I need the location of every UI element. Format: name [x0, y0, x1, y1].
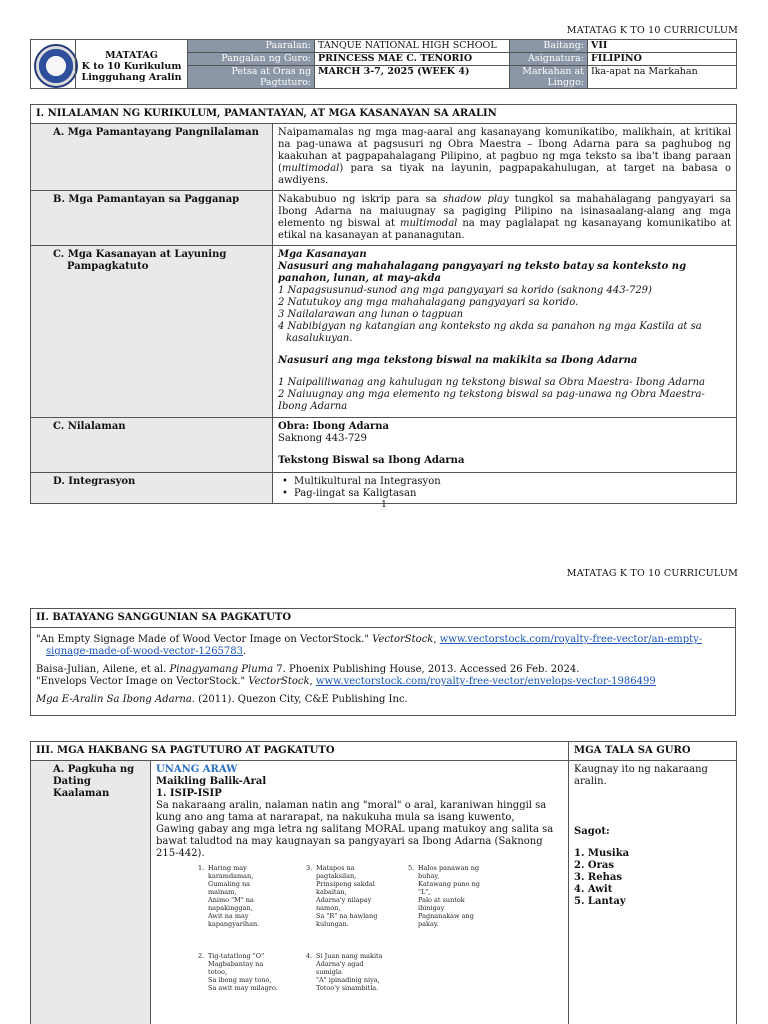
- section-references-table: [30, 608, 736, 716]
- prior-knowledge-content: UNANG ARAW Maikling Balik-Aral 1. ISIP-ISIP Sa nakaraang aralin, nalaman natin ang "moral" o aral, karaniwan hinggil sa kung ano ang tama at nararapat, na nakukuha mula sa isang kuwento, Gawing gabay ang mga letra ng salitang MORAL upang matukoy ang salita sa bawat taludtod na may kaugnayan sa pangyayari sa Ibong Adarna (Saknong 215-442). 1. Haring may karamdaman, Gumaling na mainam, Animo "M" na napakinggan, Awit na may kapangyarihan. 3. Matapos na pagtaksilan, Prinsipeng sakdal kabaitan, Adarna'y nilapay namon, Sa "R" na hawlang kulungan. 5. Halos panawan ng buhay, Katawang puno ng "L", Palo at suntok ibinigay Pagnanakaw ang pakay. 2. Tig-tatatlong "O" Magbabantay na totoo, Sa ibong may tono, Sa awit may milagro. 4. Si Juan nang makita Adarna'y agad sumigla "A" ipinadinig niya, Totoo'y sinambitla.: [151, 761, 569, 1024]
- lesson-header-table: [30, 39, 737, 89]
- deped-seal-cell: [31, 40, 76, 89]
- content-standards-text: Naipamamalas ng mga mag-aaral ang kasanayang komunikatibo, malikhain, at kritikal na pag-unawa at pagsusuri ng Obra Maestra – Ibong Adarna para sa paghubog ng kaakuhan at pagpapahalagang Pilipino, at pagbuo ng mga teksto sa iba't ibang paraan (multimodal) para sa tiyak na layunin, pagpapakahulugan, at target na babasa o awdiyens.: [273, 124, 737, 191]
- reference-item: Mga E-Aralin Sa Ibong Adarna. (2011). Quezon City, C&E Publishing Inc.: [36, 694, 408, 705]
- competency-item: 1 Napagsusunud-sunod ang mga pangyayari sa korido (saknong 443-729): [278, 285, 652, 296]
- curriculum-tag: MATATAG K TO 10 CURRICULUM: [566, 25, 738, 36]
- answer-item: 5. Lantay: [574, 896, 626, 907]
- value-asignatura: FILIPINO: [588, 53, 737, 66]
- moral-puzzle: [156, 862, 563, 1024]
- value-paaralan: TANQUE NATIONAL HIGH SCHOOL: [315, 40, 510, 53]
- reference-link[interactable]: www.vectorstock.com/royalty-free-vector/envelops-vector-1986499: [315, 676, 656, 687]
- value-petsa: MARCH 3-7, 2025 (WEEK 4): [315, 66, 510, 89]
- title-line: Lingguhang Aralin: [81, 72, 182, 83]
- reference-link[interactable]: www.vectorstock.com/royalty-free-vector/an-empty-signage-made-of-wood-vector-1265783: [46, 634, 703, 657]
- teacher-notes-heading: MGA TALA SA GURO: [569, 742, 737, 761]
- answer-item: 4. Awit: [574, 884, 613, 895]
- section-curriculum-table: [30, 104, 737, 504]
- content-standards-label: A. Mga Pamantayang Pangnilalaman: [31, 124, 273, 191]
- value-guro: PRINCESS MAE C. TENORIO: [315, 53, 510, 66]
- reference-item: Baisa-Julian, Ailene, et al. Pinagyamang Pluma 7. Phoenix Publishing House, 2013. Accessed 26 Feb. 2024.: [36, 664, 580, 675]
- competencies-label: C. Mga Kasanayan at Layuning Pampagkatuto: [31, 246, 273, 418]
- competency-item: 1 Naipaliliwanag ang kahulugan ng tekstong biswal sa Obra Maestra- Ibong Adarna: [278, 377, 705, 388]
- integration-item: • Pag-iingat sa Kaligtasan: [296, 488, 731, 500]
- content-text: Obra: Ibong Adarna Saknong 443-729 Tekstong Biswal sa Ibong Adarna: [273, 418, 737, 473]
- section3-heading: III. MGA HAKBANG SA PAGTUTURO AT PAGKATUTO: [31, 742, 569, 761]
- answer-item: 3. Rehas: [574, 872, 622, 883]
- label-guro: Pangalan ng Guro:: [188, 53, 315, 66]
- reference-item: "An Empty Signage Made of Wood Vector Image on VectorStock." VectorStock, www.vectorstock.com/royalty-free-vector/an-empty-signage-made-of-wood-vector-1265783.: [36, 634, 703, 657]
- answer-item: 2. Oras: [574, 860, 615, 871]
- competency-item: 2 Natutukoy ang mga mahahalagang pangyayari sa korido.: [278, 297, 579, 308]
- curriculum-tag: MATATAG K TO 10 CURRICULUM: [566, 568, 738, 579]
- content-label: C. Nilalaman: [31, 418, 273, 473]
- puzzle-verse: 1. Haring may karamdaman, Gumaling na mainam, Animo "M" na napakinggan, Awit na may kapangyarihan.: [198, 864, 260, 928]
- section1-heading: I. NILALAMAN NG KURIKULUM, PAMANTAYAN, AT MGA KASANAYAN SA ARALIN: [31, 105, 737, 124]
- title-line: K to 10 Kurikulum: [81, 61, 182, 72]
- reference-item: "Envelops Vector Image on VectorStock." VectorStock, www.vectorstock.com/royalty-free-vector/envelops-vector-1986499: [36, 676, 656, 687]
- deped-seal-icon: [34, 44, 78, 88]
- integration-text: [273, 473, 737, 504]
- puzzle-verse: 2. Tig-tatatlong "O" Magbabantay na totoo, Sa ibong may tono, Sa awit may milagro.: [198, 952, 278, 992]
- puzzle-verse: 5. Halos panawan ng buhay, Katawang puno ng "L", Palo at suntok ibinigay Pagnanakaw ang pakay.: [408, 864, 480, 928]
- integration-item: • Multikultural na Integrasyon: [296, 476, 731, 488]
- label-baitang: Baitang:: [510, 40, 588, 53]
- teacher-notes: Kaugnay ito ng nakaraang aralin. Sagot: 1. Musika 2. Oras 3. Rehas 4. Awit 5. Lantay: [569, 761, 737, 1024]
- lesson-title: [76, 40, 188, 89]
- label-markahan: Markahan at Linggo:: [510, 66, 588, 89]
- competency-item: 3 Nailalarawan ang lunan o tagpuan: [278, 309, 464, 320]
- references-list: [31, 628, 736, 716]
- performance-standards-text: Nakabubuo ng iskrip para sa shadow play tungkol sa mahahalagang pangyayari sa Ibong Adarna na maiuugnay sa pagiging Pilipino na isinasaalang-alang ang mga elemento ng biswal at multimodal na may paglalapat ng kasanayang komunikatibo at etikal na kasanayan at pananagutan.: [273, 191, 737, 246]
- competency-item: 2 Naiuugnay ang mga elemento ng tekstong biswal sa pag-unawa ng Obra Maestra- Ibong Adarna: [278, 389, 705, 412]
- competency-item: 4 Nabibigyan ng katangian ang konteksto ng akda sa panahon ng mga Kastila at sa kasalukuyan.: [278, 321, 702, 344]
- answer-item: 1. Musika: [574, 848, 630, 859]
- label-paaralan: Paaralan:: [188, 40, 315, 53]
- value-baitang: VII: [588, 40, 737, 53]
- title-line: MATATAG: [105, 50, 158, 61]
- section-steps-table: [30, 741, 737, 1024]
- section2-heading: II. BATAYANG SANGGUNIAN SA PAGKATUTO: [31, 609, 736, 628]
- puzzle-verse: 3. Matapos na pagtaksilan, Prinsipeng sakdal kabaitan, Adarna'y nilapay namon, Sa "R" na hawlang kulungan.: [306, 864, 378, 928]
- page-number: 1: [381, 500, 387, 510]
- puzzle-verse: 4. Si Juan nang makita Adarna'y agad sumigla "A" ipinadinig niya, Totoo'y sinambitla.: [306, 952, 383, 992]
- label-asignatura: Asignatura:: [510, 53, 588, 66]
- prior-knowledge-label: A. Pagkuha ng Dating Kaalaman: [31, 761, 151, 1024]
- value-markahan: Ika-apat na Markahan: [588, 66, 737, 89]
- performance-standards-label: B. Mga Pamantayan sa Pagganap: [31, 191, 273, 246]
- competencies-text: Mga Kasanayan Nasusuri ang mahahalagang pangyayari ng teksto batay sa konteksto ng panahon, lunan, at may-akda 1 Napagsusunud-sunod ang mga pangyayari sa korido (saknong 443-729) 2 Natutukoy ang mga mahahalagang pangyayari sa korido. 3 Nailalarawan ang lunan o tagpuan 4 Nabibigyan ng katangian ang konteksto ng akda sa panahon ng mga Kastila at sa kasalukuyan. Nasusuri ang mga tekstong biswal na makikita sa Ibong Adarna 1 Naipaliliwanag ang kahulugan ng tekstong biswal sa Obra Maestra- Ibong Adarna 2 Naiuugnay ang mga elemento ng tekstong biswal sa pag-unawa ng Obra Maestra- Ibong Adarna: [273, 246, 737, 418]
- label-petsa: Petsa at Oras ng Pagtuturo:: [188, 66, 315, 89]
- integration-label: D. Integrasyon: [31, 473, 273, 504]
- day-label: UNANG ARAW: [156, 764, 238, 775]
